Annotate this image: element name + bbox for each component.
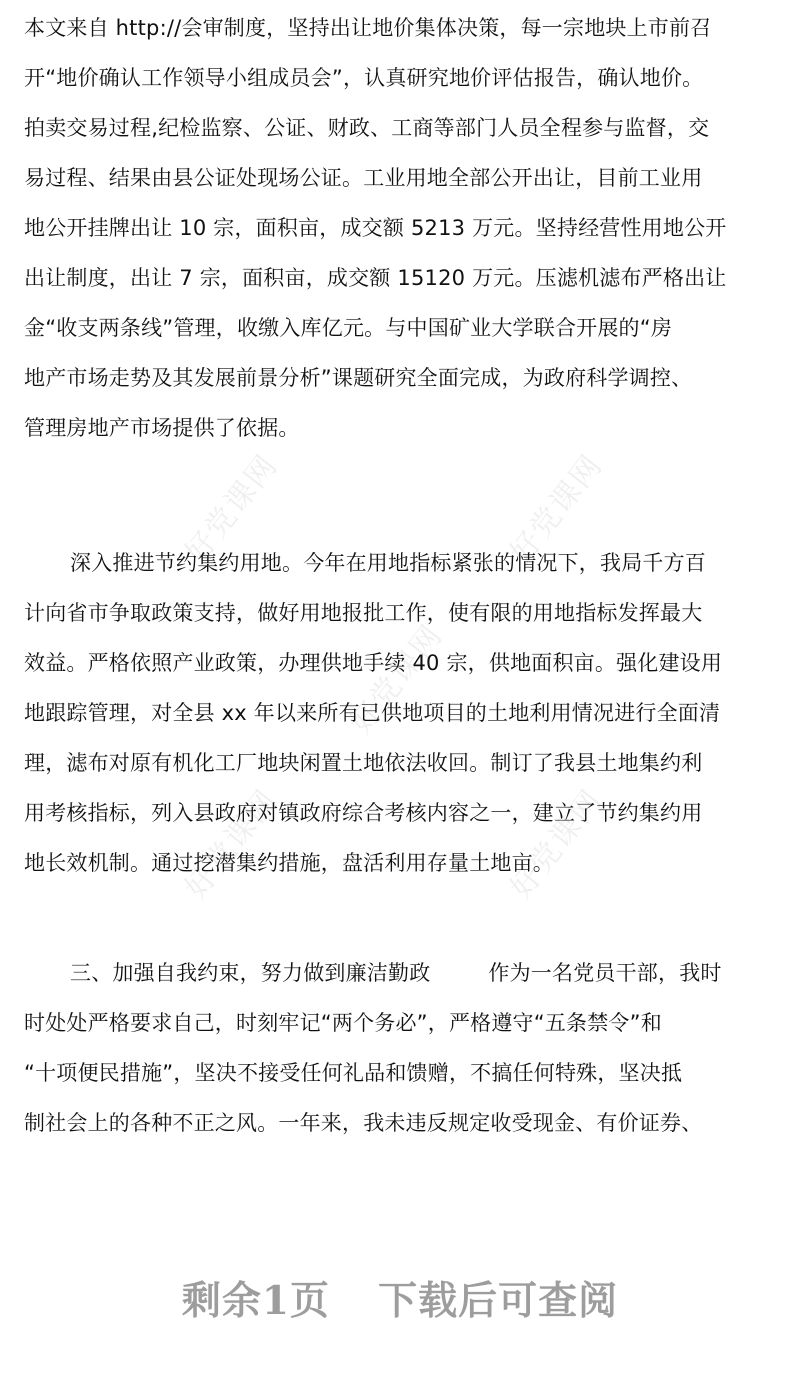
text-line: 效益。严格依照产业政策，办理供地手续 40 宗，供地面积亩。强化建设用 [24, 651, 723, 675]
remaining-pages-label: 剩余1页 [181, 1278, 331, 1324]
text-line: 计向省市争取政策支持，做好用地报批工作，使有限的用地指标发挥最大 [24, 601, 703, 625]
watermark: 好党课网 [343, 617, 450, 741]
section-heading-line [24, 948, 776, 998]
text-line: 制社会上的各种不正之风。一年来，我未违反规定收受现金、有价证券、 [24, 1111, 703, 1135]
text-line: 易过程、结果由县公证处现场公证。工业用地全部公开出让，目前工业用 [24, 166, 703, 190]
text-line: 时处处严格要求自己，时刻牢记“两个务必”，严格遵守“五条禁令”和 [24, 1011, 662, 1035]
text-line: 出让制度，出让 7 宗，面积亩，成交额 15120 万元。压滤机滤布严格出让 [24, 266, 727, 290]
watermark: 好党课网 [503, 447, 610, 571]
paragraph-self-discipline [24, 948, 776, 1148]
text-line: 深入推进节约集约用地。今年在用地指标紧张的情况下，我局千方百 [70, 551, 706, 575]
text-line: 地产市场走势及其发展前景分析”课题研究全面完成，为政府科学调控、 [24, 366, 693, 390]
watermark: 好党课网 [503, 782, 610, 906]
text-line: 本文来自 http://会审制度，坚持出让地价集体决策，每一宗地块上市前召 [24, 16, 712, 40]
watermark: 好党课网 [178, 782, 285, 906]
download-prompt-label[interactable]: 下载后可查阅 [378, 1278, 619, 1324]
paragraph-land-conservation [24, 538, 776, 888]
text-line: 用考核指标，列入县政府对镇政府综合考核内容之一，建立了节约集约用 [24, 801, 703, 825]
text-line: “十项便民措施”，坚决不接受任何礼品和馈赠，不搞任何特殊，坚决抵 [24, 1061, 683, 1085]
download-to-read-banner[interactable] [0, 1270, 800, 1326]
text-line: 地长效机制。通过挖潜集约措施，盘活利用存量土地亩。 [24, 851, 554, 875]
section-heading: 三、加强自我约束，努力做到廉洁勤政 [70, 961, 431, 985]
text-line: 金“收支两条线”管理，收缴入库亿元。与中国矿业大学联合开展的“房 [24, 316, 673, 340]
text-line: 地跟踪管理，对全县 xx 年以来所有已供地项目的土地利用情况进行全面清 [24, 701, 721, 725]
text-line: 开“地价确认工作领导小组成员会”，认真研究地价评估报告，确认地价。 [24, 66, 704, 90]
text-line: 管理房地产市场提供了依据。 [24, 416, 300, 440]
heading-tail-text: 作为一名党员干部，我时 [488, 961, 722, 985]
paragraph-land-pricing [24, 3, 776, 453]
text-line: 拍卖交易过程,纪检监察、公证、财政、工商等部门人员全程参与监督，交 [24, 116, 710, 140]
watermark: 好党课网 [178, 447, 285, 571]
text-line: 理，滤布对原有机化工厂地块闲置土地依法收回。制订了我县土地集约利 [24, 751, 703, 775]
text-line: 地公开挂牌出让 10 宗，面积亩，成交额 5213 万元。坚持经营性用地公开 [24, 216, 727, 240]
